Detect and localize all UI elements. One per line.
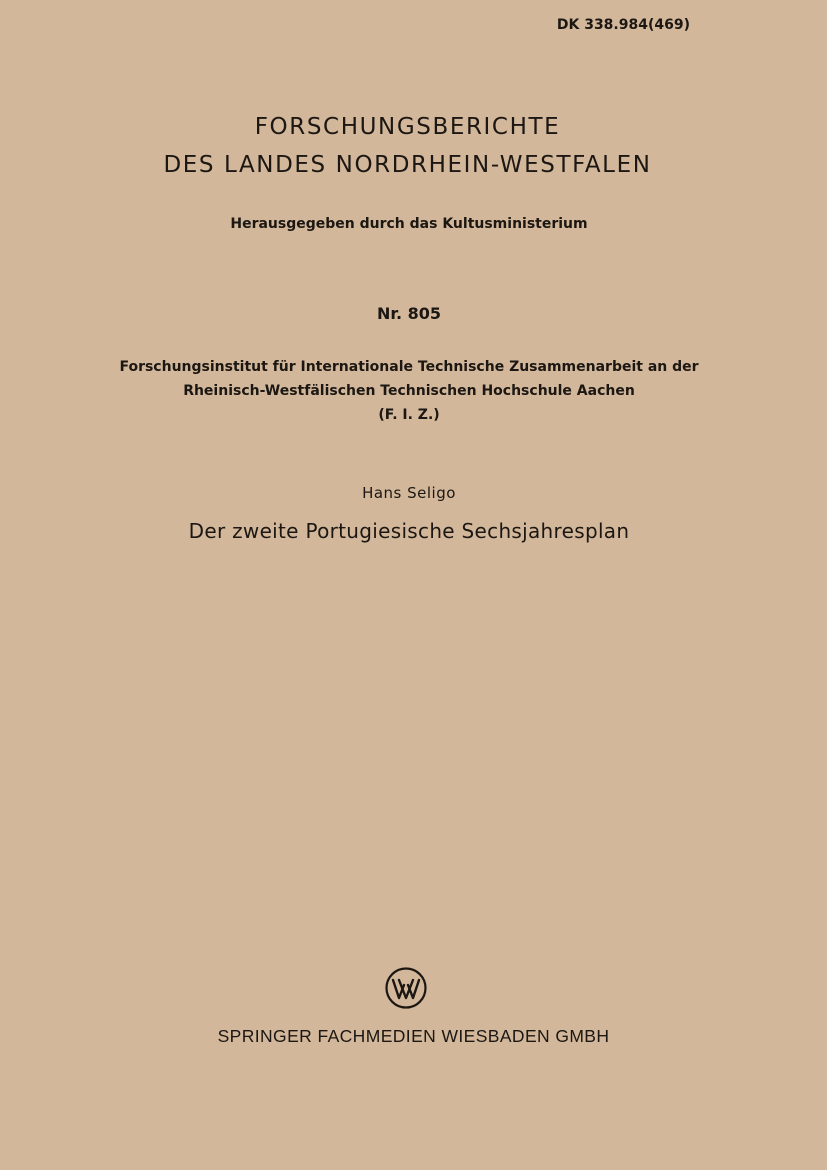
series-title-line-2: DES LANDES NORDRHEIN-WESTFALEN [163, 152, 652, 178]
book-title: Der zweite Portugiesische Sechsjahresplan [188, 519, 630, 543]
editor-line: Herausgegeben durch das Kultusministerium [230, 216, 588, 232]
institute-line-2: Rheinisch-Westfälischen Technischen Hochschule Aachen [183, 383, 635, 399]
series-title-line-1: FORSCHUNGSBERICHTE [254, 114, 561, 140]
report-number: Nr. 805 [376, 304, 442, 323]
series-title [0, 108, 815, 184]
institute-line-1: Forschungsinstitut für Internationale Technische Zusammenarbeit an der [119, 359, 699, 375]
institute-line-3: (F. I. Z.) [378, 407, 440, 423]
author-name: Hans Seligo [362, 484, 456, 502]
institute-block [0, 355, 818, 427]
publisher-imprint: SPRINGER FACHMEDIEN WIESBADEN GMBH [217, 1026, 610, 1046]
springer-vw-logo-icon [385, 967, 427, 1009]
classification-number: DK 338.984(469) [556, 17, 690, 33]
